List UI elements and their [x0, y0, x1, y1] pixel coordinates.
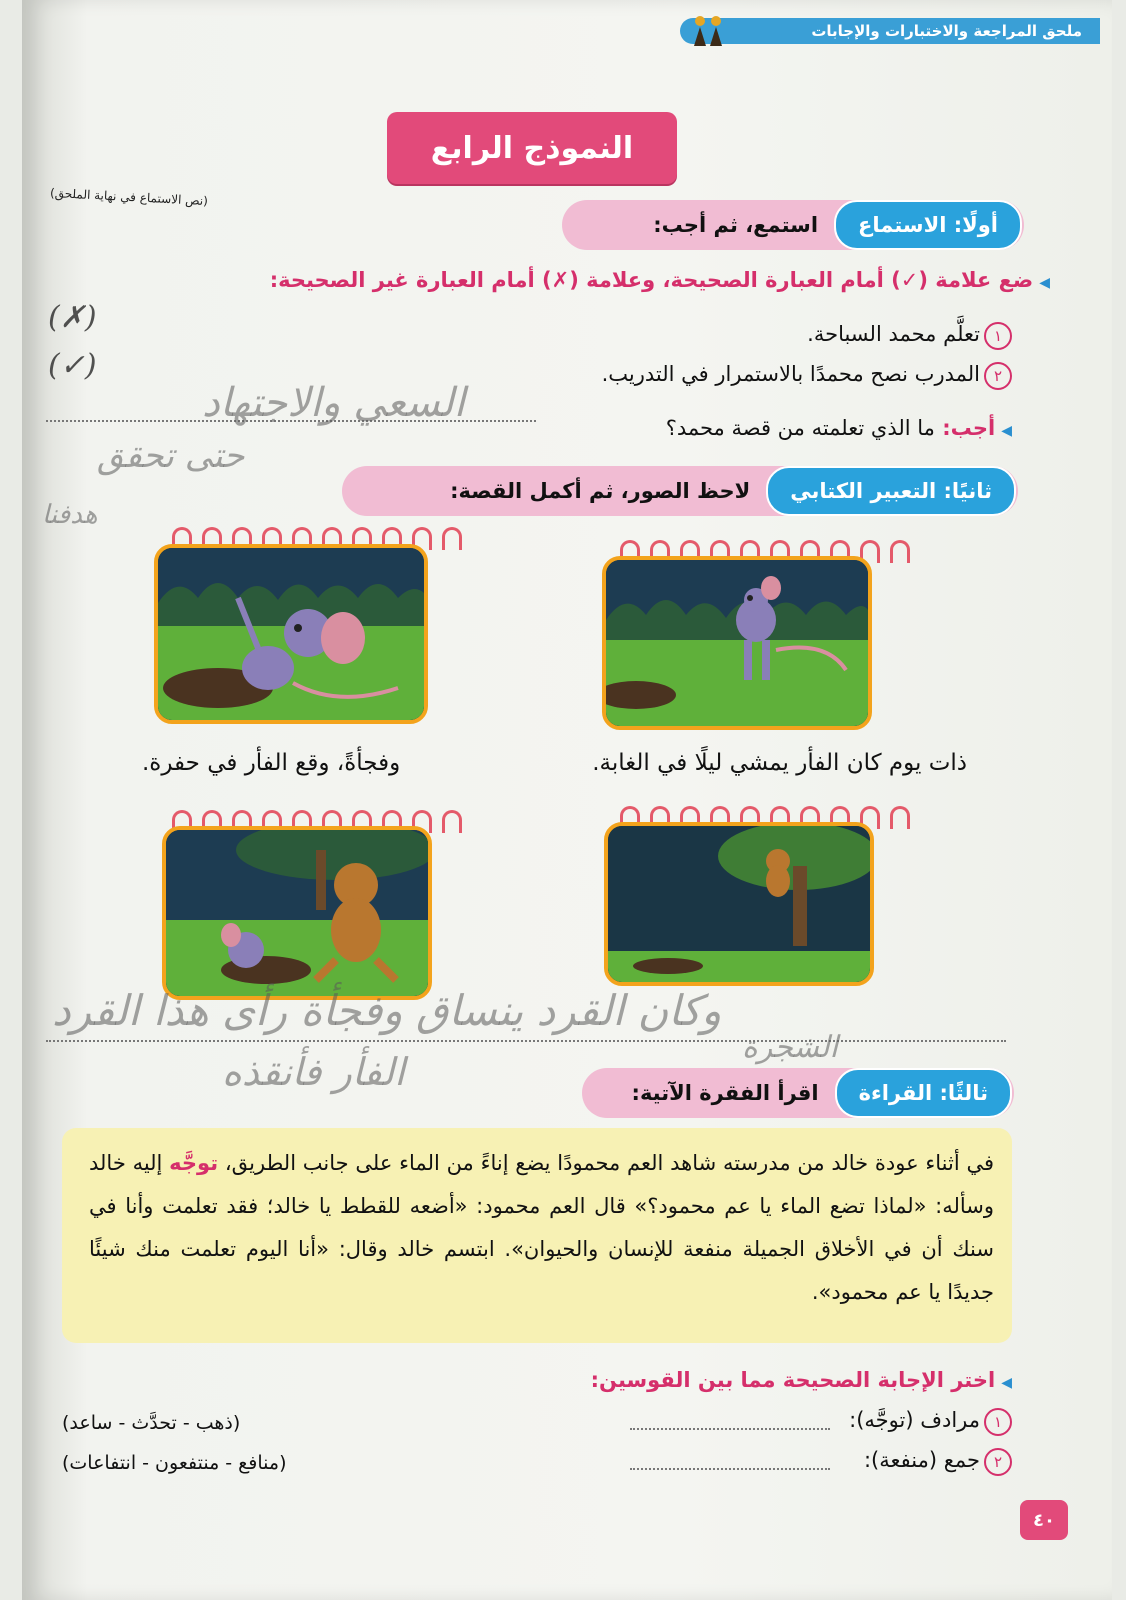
reading-section-label: ثالثًا: القراءة: [835, 1068, 1012, 1118]
listening-item-1: ١تعلَّم محمد السباحة.: [807, 322, 1012, 350]
highlighted-word: توجَّه: [169, 1151, 219, 1175]
caption-picture-2: وفجأةً، وقع الفأر في حفرة.: [142, 750, 401, 776]
mouse-walking-illustration: [606, 560, 868, 726]
writing-handwritten-line-3: الفأر فأنقذه: [222, 1050, 405, 1094]
listening-section-label: أولًا: الاستماع: [834, 200, 1022, 250]
writing-answer-line: [46, 1040, 1006, 1042]
writing-section-label: ثانيًا: التعبير الكتابي: [766, 466, 1016, 516]
header-band: [680, 18, 1100, 44]
handwritten-mark-1: (✗): [48, 300, 97, 335]
listening-task: ◀ضع علامة (✓) أمام العبارة الصحيحة، وعلامة (✗) أمام العبارة غير الصحيحة:: [269, 268, 1050, 292]
story-picture-3: [604, 822, 874, 986]
bullet-triangle-icon: ◀: [1001, 423, 1012, 439]
writing-handwritten-line-2: الشجرة: [742, 1030, 838, 1065]
story-picture-4: [162, 826, 432, 1000]
workbook-page: [22, 0, 1112, 1600]
mouse-falling-illustration: [158, 548, 424, 720]
listening-instruction: استمع، ثم أجب:: [653, 213, 819, 237]
handwritten-answer-line-3: هدفنا: [42, 500, 98, 530]
reading-instruction: اقرأ الفقرة الآتية:: [631, 1081, 819, 1105]
writing-instruction: لاحظ الصور، ثم أكمل القصة:: [450, 479, 751, 503]
listening-note: (نص الاستماع في نهاية الملحق): [49, 185, 209, 209]
page-title: النموذج الرابع: [387, 112, 677, 184]
reading-box: [62, 1128, 1012, 1343]
reading-options-2: (منافع - منتفعون - انتفاعات): [62, 1452, 287, 1474]
reading-answer-line-1: [630, 1428, 830, 1430]
reading-task: ◀اختر الإجابة الصحيحة مما بين القوسين:: [590, 1368, 1012, 1392]
handwritten-mark-2: (✓): [48, 348, 97, 383]
reading-item-2: ٢جمع (منفعة):: [864, 1448, 1012, 1476]
reading-band: [582, 1068, 1014, 1118]
monkey-helps-mouse-illustration: [166, 830, 428, 996]
handwritten-answer-line-2: حتى تحقق: [97, 436, 245, 476]
header-text: ملحق المراجعة والاختبارات والإجابات: [811, 22, 1082, 40]
bullet-triangle-icon: ◀: [1001, 1375, 1012, 1391]
reading-item-1: ١مرادف (توجَّه):: [849, 1408, 1012, 1436]
reading-paragraph: في أثناء عودة خالد من مدرسته شاهد العم محمودًا يضع إناءً من الماء على جانب الطريق، توجَّه إليه خالد وسأله: «لماذا تضع الماء يا عم محمود؟» قال العم محمود: «أضعه للقطط يا خالد؛ فقد تعلمت وأنا في سنك أن في الأخلاق الجميلة منفعة للإنسان والحيوان». ابتسم خالد وقال: «أنا اليوم تعلمت منك شيئًا جديدًا يا عم محمود».: [89, 1151, 995, 1304]
kids-icon: [688, 14, 728, 48]
writing-band: [342, 466, 1018, 516]
listening-band: [562, 200, 1024, 250]
page-number: ٤٠: [1020, 1500, 1068, 1540]
monkey-in-tree-illustration: [608, 826, 870, 982]
bullet-triangle-icon: ◀: [1039, 275, 1050, 291]
reading-options-1: (ذهب - تحدَّث - ساعد): [62, 1412, 241, 1434]
writing-handwritten-line-1: وكان القرد ينساق وفجأة رأى هذا القرد: [52, 986, 722, 1035]
story-picture-1: [602, 556, 872, 730]
listening-item-2: ٢المدرب نصح محمدًا بالاستمرار في التدريب.: [602, 362, 1012, 390]
handwritten-answer-line-1: السعي والاجتهاد: [202, 380, 465, 426]
reading-answer-line-2: [630, 1468, 830, 1470]
caption-picture-1: ذات يوم كان الفأر يمشي ليلًا في الغابة.: [592, 750, 967, 776]
listening-question: ◀أجب: ما الذي تعلمته من قصة محمد؟: [665, 416, 1012, 440]
story-picture-2: [154, 544, 428, 724]
